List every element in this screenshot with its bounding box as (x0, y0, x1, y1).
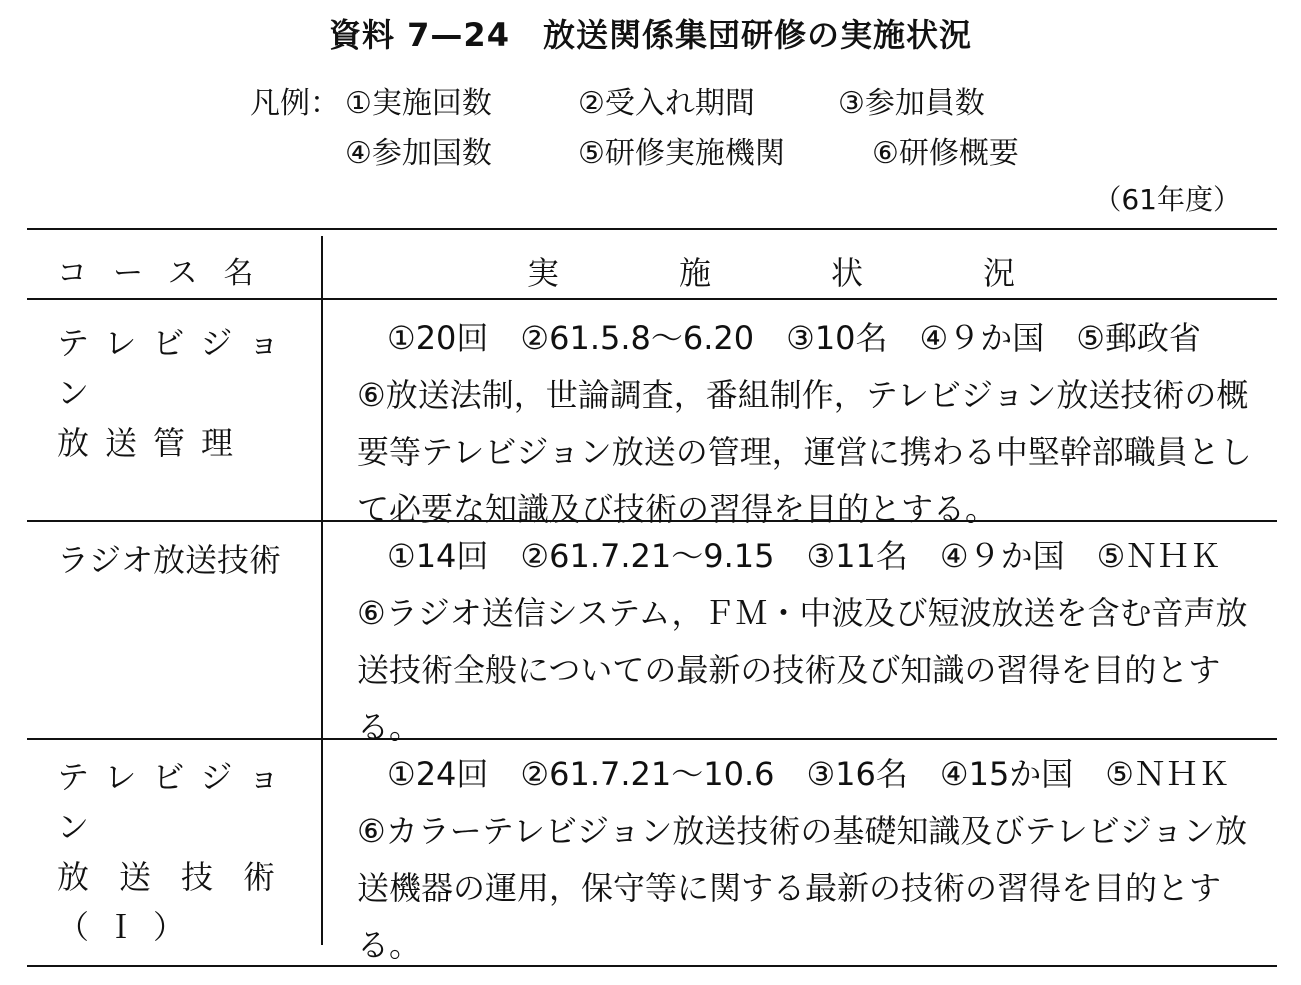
course-name-line: テレビジョン (57, 758, 296, 846)
training-table (27, 228, 1277, 967)
legend-item-institution: ⑤研修実施機関 (578, 136, 785, 171)
status-summary: ①24回 ②61.7.21～10.6 ③16名 ④15か国 ⑤ＮＨＫ (387, 755, 1230, 793)
status-description: ⑥ラジオ送信システム，ＦＭ・中波及び短波放送を含む音声放送技術全般についての最新の技術及び知識の習得を目的とする。 (357, 594, 1248, 746)
status-description: ⑥放送法制，世論調査，番組制作，テレビジョン放送技術の概要等テレビジョン放送の管理，運営に携わる中堅幹部職員として必要な知識及び技術の習得を目的とする。 (357, 376, 1252, 528)
fiscal-year: （61年度） (1093, 183, 1241, 216)
legend-item-period: ②受入れ期間 (578, 86, 755, 121)
status-cell (357, 746, 1257, 974)
header-divider (27, 298, 1277, 300)
status-description: ⑥カラーテレビジョン放送技術の基礎知識及びテレビジョン放送機器の運用，保守等に関する最新の技術の習得を目的とする。 (357, 812, 1248, 964)
legend-item-count: ①実施回数 (345, 86, 492, 121)
course-name-line: 放送管理 (57, 424, 250, 462)
status-cell (357, 310, 1257, 538)
status-summary: ①20回 ②61.5.8～6.20 ③10名 ④９か国 ⑤郵政省 (387, 319, 1201, 357)
course-name-cell (57, 752, 307, 952)
status-cell (357, 528, 1257, 756)
course-name-cell (57, 318, 307, 468)
course-name-line: （Ｉ） (57, 908, 202, 946)
header-course-name: コース名 (57, 256, 280, 291)
course-name-line: ラジオ放送技術 (57, 541, 282, 579)
course-name-line: テレビジョン (57, 324, 296, 412)
document-title: 資料 7—24 放送関係集団研修の実施状況 (329, 16, 972, 54)
column-divider (321, 236, 323, 945)
legend-label: 凡例： (250, 86, 340, 121)
course-name-cell (57, 535, 307, 585)
status-summary: ①14回 ②61.7.21～9.15 ③11名 ④９か国 ⑤ＮＨＫ (387, 537, 1222, 575)
header-status: 実施状況 (527, 254, 1136, 292)
course-name-line: 放送技術 (57, 858, 306, 896)
legend-item-countries: ④参加国数 (345, 136, 492, 171)
legend-item-overview: ⑥研修概要 (872, 136, 1019, 171)
legend-item-participants: ③参加員数 (838, 86, 985, 121)
